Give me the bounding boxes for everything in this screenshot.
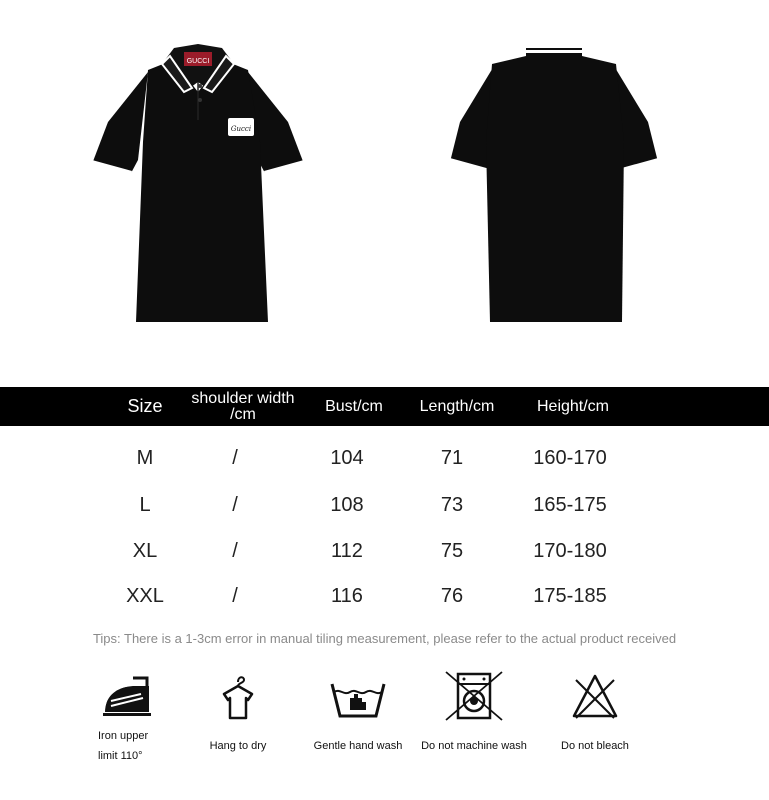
care-item-iron <box>92 670 162 766</box>
care-item-hang-dry <box>198 670 278 756</box>
cell-length: 71 <box>440 446 464 469</box>
cell-length: 75 <box>440 539 464 562</box>
cell-size: M <box>136 446 154 469</box>
cell-length: 76 <box>440 584 464 607</box>
table-row <box>0 581 769 611</box>
cell-bust: 116 <box>331 584 363 607</box>
hand-wash-icon <box>328 670 388 722</box>
cell-bust: 112 <box>331 539 363 562</box>
hang-dry-icon <box>218 670 258 722</box>
cell-height: 165-175 <box>533 493 607 516</box>
care-item-no-bleach <box>548 670 642 756</box>
no-machine-wash-icon <box>442 670 506 722</box>
care-label: Hang to dry <box>209 740 267 752</box>
shirt-front-image <box>88 42 308 332</box>
care-label: Do not machine wash <box>421 740 527 752</box>
care-item-no-machine-wash <box>412 670 536 756</box>
header-height: Height/cm <box>536 397 610 415</box>
care-item-hand-wash <box>308 670 408 756</box>
cell-bust: 108 <box>330 493 364 516</box>
cell-shoulder: / <box>232 539 238 562</box>
cell-shoulder: / <box>232 446 238 469</box>
cell-shoulder: / <box>232 493 238 516</box>
header-shoulder-line1: shoulder width <box>191 389 295 407</box>
table-row <box>0 536 769 566</box>
care-label-line2: limit 110° <box>98 750 143 762</box>
cell-shoulder: / <box>232 584 238 607</box>
cell-size: XL <box>132 539 158 562</box>
chest-logo: Gucci <box>230 125 252 133</box>
measurement-tips: Tips: There is a 1-3cm error in manual tiling measurement, please refer to the actual product received <box>92 631 677 646</box>
no-bleach-icon <box>570 670 620 722</box>
header-size: Size <box>127 396 163 416</box>
care-label: Do not bleach <box>561 740 629 752</box>
cell-size: XXL <box>126 584 164 607</box>
table-row <box>0 490 769 520</box>
cell-height: 170-180 <box>533 539 607 562</box>
header-length: Length/cm <box>419 397 495 415</box>
header-shoulder-line2: /cm <box>230 405 256 423</box>
shirt-back-image <box>444 42 664 332</box>
care-label-line1: Iron upper <box>98 730 149 742</box>
collar-brand-label: GUCCI <box>186 58 210 65</box>
cell-size: L <box>139 493 151 516</box>
care-label: Gentle hand wash <box>313 740 403 752</box>
header-shoulder <box>180 387 306 426</box>
cell-height: 175-185 <box>533 584 607 607</box>
cell-height: 160-170 <box>533 446 607 469</box>
cell-length: 73 <box>440 493 464 516</box>
cell-bust: 104 <box>330 446 364 469</box>
table-row <box>0 443 769 473</box>
iron-icon <box>97 670 157 718</box>
header-bust: Bust/cm <box>325 397 383 415</box>
size-table-header <box>0 387 769 426</box>
